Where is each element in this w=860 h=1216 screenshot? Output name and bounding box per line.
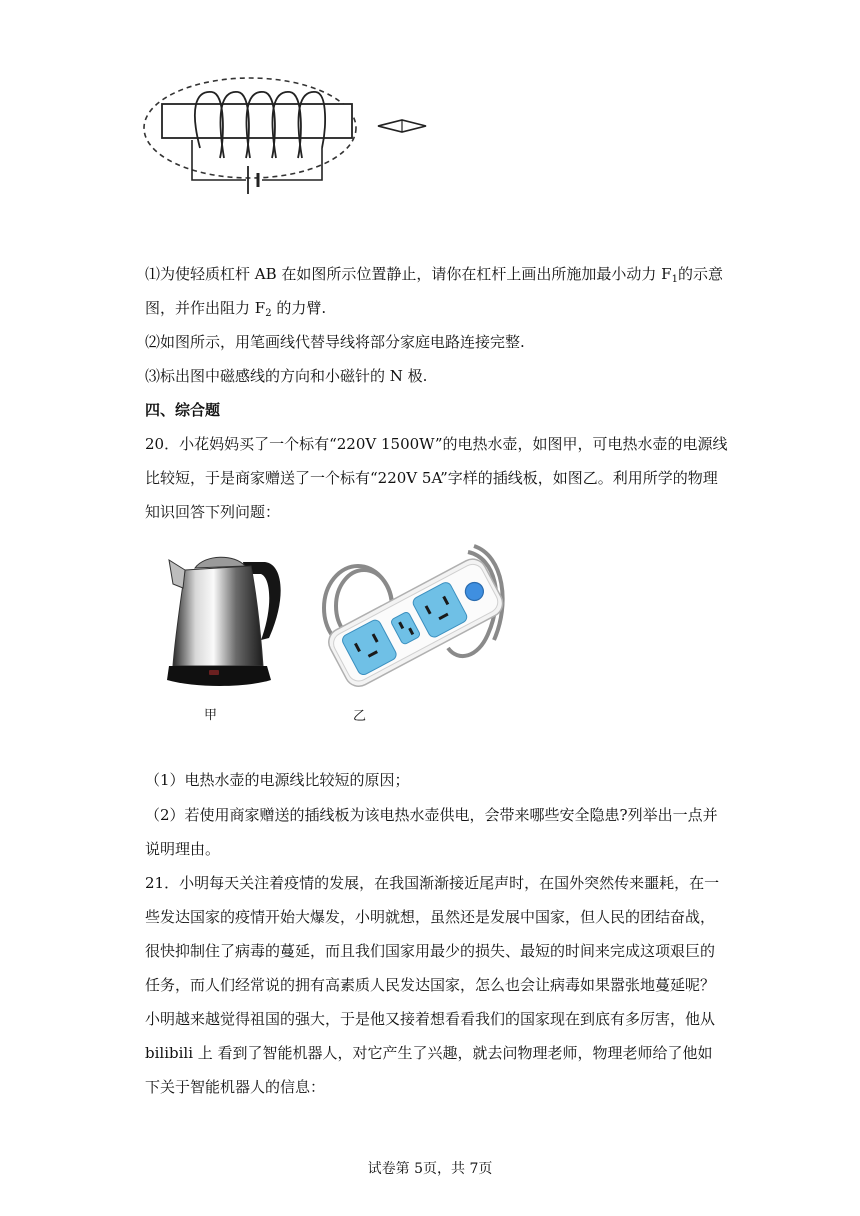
question-21-line-4: 任务，而人们经常说的拥有高素质人民发达国家，怎么也会让病毒如果嚣张地蔓延呢？ bbox=[145, 976, 716, 994]
solenoid-figure bbox=[140, 70, 440, 230]
question-19-3: ⑶标出图中磁感线的方向和小磁针的 N 极. bbox=[145, 367, 428, 385]
question-19-1-line-2: 图，并作出阻力 $F_2$ 的力臂. bbox=[145, 299, 327, 319]
power-strip-image bbox=[318, 538, 508, 698]
question-21-line-1: 21．小明每天关注着疫情的发展，在我国渐渐接近尾声时，在国外突然传来噩耗，在一 bbox=[145, 874, 720, 892]
question-20-sub-2-line-2: 说明理由。 bbox=[145, 840, 221, 858]
caption-kettle: 甲 bbox=[204, 708, 218, 723]
kettle-body bbox=[173, 566, 263, 666]
page-footer: 试卷第 5页，共 7页 bbox=[367, 1161, 493, 1177]
section-heading: 四、综合题 bbox=[145, 401, 221, 419]
question-20-line-2: 比较短，于是商家赠送了一个标有“220V 5A”字样的插线板，如图乙。利用所学的物理 bbox=[145, 469, 718, 487]
question-21-line-6: bilibili 上 看到了智能机器人，对它产生了兴趣，就去问物理老师，物理老师给了他如 bbox=[145, 1044, 713, 1062]
question-21-line-3: 很快抑制住了病毒的蔓延，而且我们国家用最少的损失、最短的时间来完成这项艰巨的 bbox=[145, 942, 716, 960]
kettle-image bbox=[165, 548, 290, 693]
question-21-line-5: 小明越来越觉得祖国的强大，于是他又接着想看看我们的国家现在到底有多厉害，他从 bbox=[145, 1010, 716, 1028]
question-20-line-3: 知识回答下列问题： bbox=[145, 503, 281, 521]
question-20-line-1: 20．小花妈妈买了一个标有“220V 1500W”的电热水壶，如图甲，可电热水壶的电源线 bbox=[145, 435, 728, 453]
question-21-line-2: 些发达国家的疫情开始大爆发，小明就想，虽然还是发展中国家，但人民的团结奋战， bbox=[145, 908, 716, 926]
question-19-1-line-1: ⑴为使轻质杠杆 AB 在如图所示位置静止，请你在杠杆上画出所施加最小动力 $F_1$的示意 bbox=[145, 265, 723, 285]
question-21-line-7: 下关于智能机器人的信息： bbox=[145, 1078, 326, 1096]
caption-power-strip: 乙 bbox=[353, 709, 367, 724]
question-19-2: ⑵如图所示，用笔画线代替导线将部分家庭电路连接完整. bbox=[145, 333, 525, 351]
solenoid-core bbox=[162, 104, 352, 138]
kettle-base bbox=[167, 666, 271, 686]
question-20-sub-1: （1）电热水壶的电源线比较短的原因； bbox=[145, 771, 410, 789]
question-20-sub-2-line-1: （2）若使用商家赠送的插线板为该电热水壶供电，会带来哪些安全隐患?列举出一点并 bbox=[145, 806, 718, 824]
